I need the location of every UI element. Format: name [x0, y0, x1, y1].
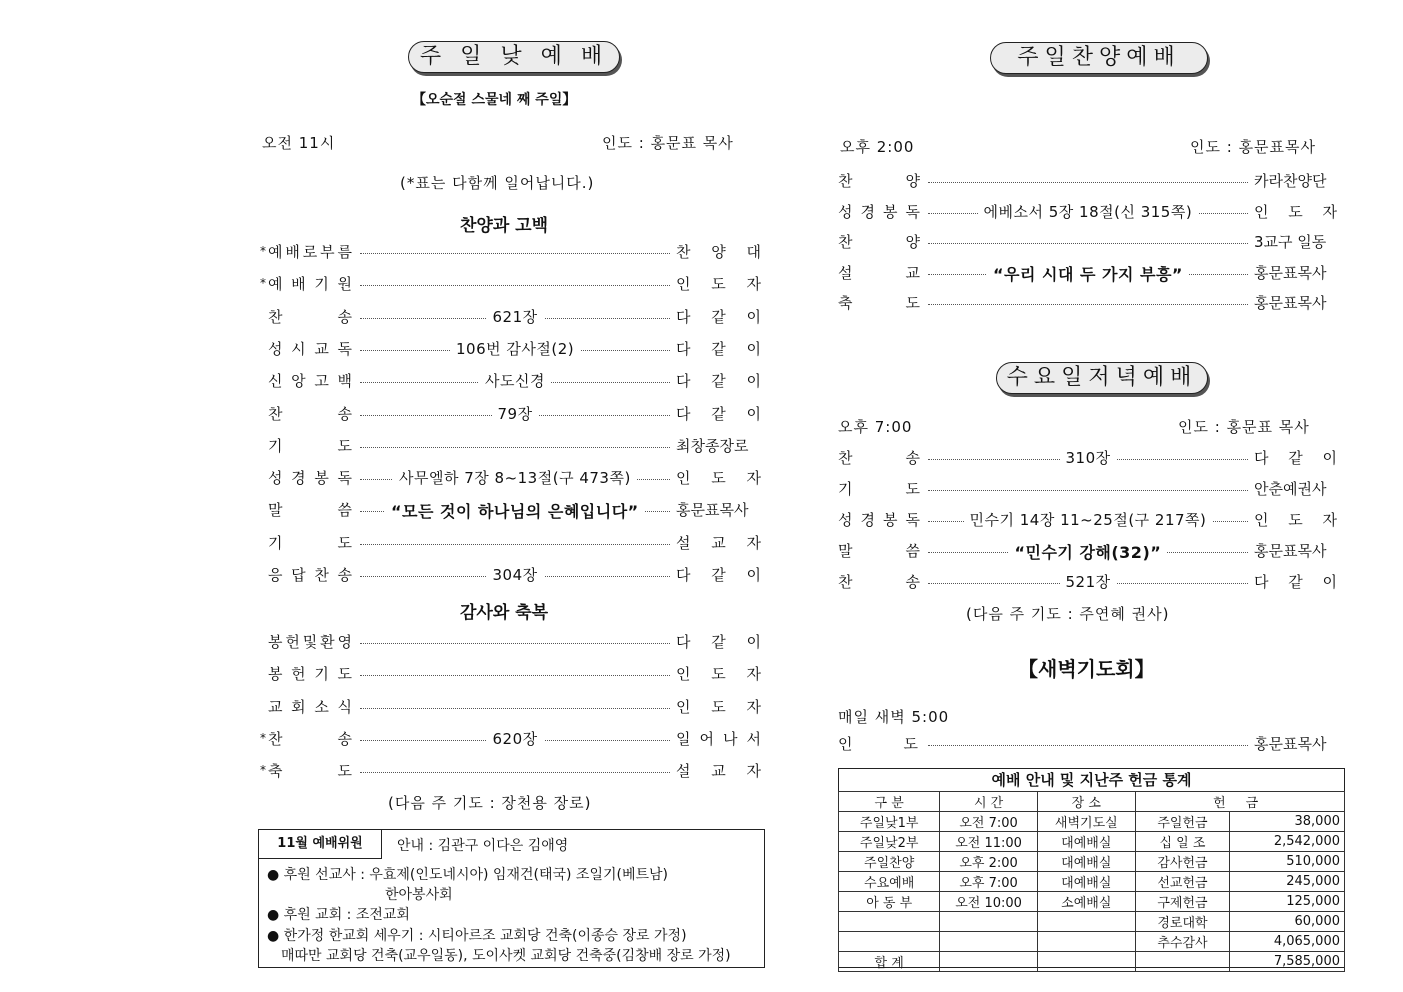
dawn-label: 인 도 — [838, 735, 918, 753]
order-detail: 310장 — [1060, 447, 1117, 468]
order-person: 일 어 나 서 — [676, 729, 761, 748]
stats-cell: 오전 10:00 — [940, 892, 1037, 912]
order-person: 인 도 자 — [676, 275, 761, 294]
stats-header-cell: 구 분 — [839, 792, 940, 812]
order-detail: “민수기 강해(32)” — [1009, 540, 1168, 563]
stats-cell — [1037, 932, 1135, 952]
stats-cell: 38,000 — [1230, 812, 1345, 832]
wednesday-service-leader: 인도 : 홍문표 목사 — [1178, 418, 1310, 436]
order-person: 다 같 이 — [1254, 573, 1337, 591]
stats-row — [839, 852, 1345, 872]
order-person: 홍문표목사 — [1254, 542, 1327, 560]
order-person: 다 같 이 — [676, 633, 761, 651]
order-row — [268, 306, 763, 328]
notice-box — [258, 829, 765, 968]
order-label: 찬 송 — [838, 449, 920, 467]
order-label: 찬 송 — [268, 307, 352, 326]
leader-dots — [928, 490, 1248, 491]
stats-header-cell: 헌 — [1135, 792, 1229, 812]
order-row — [260, 728, 763, 750]
notice-header-label: 11월 예배위원 — [259, 830, 382, 859]
leader-dots — [360, 285, 670, 286]
order-detail: 사도신경 — [479, 370, 551, 391]
stats-cell: 십 일 조 — [1135, 832, 1229, 852]
section-thanks-blessing: 감사와 축복 — [460, 603, 549, 623]
order-person: 다 같 이 — [676, 339, 761, 358]
next-week-prayer: (다음 주 기도 : 장천용 장로) — [388, 794, 592, 812]
order-label: 축 도 — [838, 294, 920, 312]
stats-cell: 아 동 부 — [839, 892, 940, 912]
stand-marker: * — [260, 763, 266, 778]
order-label: 기 도 — [838, 480, 920, 498]
leader-dots — [360, 643, 670, 644]
order-person: 다 같 이 — [676, 372, 761, 391]
stats-cell: 주일낮1부 — [839, 812, 940, 832]
order-detail: 민수기 14장 11~25절(구 217쪽) — [964, 509, 1213, 530]
church-planting-text-2: 매따만 교회당 건축(교우일동), 도이사켓 교회당 건축중(김창배 장로 가정) — [281, 948, 731, 964]
offering-stats-table — [838, 791, 1345, 972]
order-row — [268, 564, 763, 586]
stats-cell: 대예배실 — [1037, 872, 1135, 892]
order-row — [838, 292, 1338, 314]
stats-cell: 대예배실 — [1037, 852, 1135, 872]
order-label: 찬 송 — [268, 729, 352, 748]
order-label: 성 시 교 독 — [268, 339, 352, 358]
order-label: 응 답 찬 송 — [268, 566, 352, 584]
supported-church-text: 후원 교회 : 조전교회 — [283, 907, 410, 923]
order-row — [268, 696, 763, 718]
order-row — [268, 338, 763, 360]
notice-missionaries: ● 후원 선교사 : 우효제(인도네시아) 임재건(태국) 조일기(베트남) — [267, 867, 668, 883]
dawn-prayer-row — [838, 733, 1338, 755]
order-label: 기 도 — [268, 533, 352, 552]
order-person: 다 같 이 — [676, 566, 761, 584]
order-row — [838, 447, 1338, 469]
praise-service-leader: 인도 : 홍문표목사 — [1190, 138, 1317, 156]
stats-header-row — [839, 792, 1345, 812]
order-row — [268, 370, 763, 392]
order-row — [260, 760, 763, 782]
stats-cell — [1135, 952, 1229, 972]
order-person: 설 교 자 — [676, 533, 761, 552]
order-label: 축 도 — [268, 762, 352, 781]
order-person: 안춘예권사 — [1254, 480, 1327, 498]
dawn-leader: 홍문표목사 — [1254, 735, 1327, 753]
order-row — [268, 532, 763, 554]
dawn-prayer-title: 【새벽기도회】 — [1018, 657, 1155, 681]
stats-cell: 주일헌금 — [1135, 812, 1229, 832]
stats-cell: 7,585,000 — [1230, 952, 1345, 972]
order-row — [260, 273, 763, 295]
stats-cell: 오전 11:00 — [940, 832, 1037, 852]
praise-service-time: 오후 2:00 — [840, 138, 915, 156]
order-label: 성 경 봉 독 — [838, 511, 920, 529]
order-detail: 621장 — [487, 306, 544, 327]
order-person: 3교구 일동 — [1254, 233, 1327, 251]
stats-row — [839, 952, 1345, 972]
missionaries-text: 후원 선교사 : 우효제(인도네시아) 임재건(태국) 조일기(베트남) — [283, 867, 668, 883]
order-person: 인 도 자 — [1254, 511, 1337, 529]
stats-cell: 4,065,000 — [1230, 932, 1345, 952]
order-person: 찬 양 대 — [676, 243, 761, 261]
order-row — [838, 571, 1338, 593]
order-person: 인 도 자 — [676, 697, 761, 716]
stats-cell: 구제헌금 — [1135, 892, 1229, 912]
stand-marker: * — [260, 244, 266, 258]
order-row — [838, 540, 1338, 562]
order-label: 성 경 봉 독 — [838, 202, 920, 221]
missionaries-text-2: 한아봉사회 — [385, 887, 453, 903]
leader-dots — [928, 745, 1248, 746]
stats-cell — [839, 912, 940, 932]
order-person: 인 도 자 — [676, 665, 761, 684]
order-person: 인 도 자 — [676, 469, 761, 488]
stand-marker: * — [260, 730, 266, 745]
order-label: 찬 송 — [268, 404, 352, 423]
order-label: 찬 양 — [838, 172, 920, 190]
order-detail: 106번 감사절(2) — [450, 338, 580, 359]
service-subtitle: 【오순절 스물네 째 주일】 — [412, 92, 577, 108]
order-detail: 에베소서 5장 18절(신 315쪽) — [978, 201, 1199, 222]
church-planting-text: 한가정 한교회 세우기 : 시티아르조 교회당 건축(이종승 장로 가정) — [283, 928, 687, 944]
stats-row — [839, 832, 1345, 852]
order-label: 교 회 소 식 — [268, 697, 352, 716]
order-row — [838, 170, 1338, 192]
stats-cell — [940, 912, 1037, 932]
dawn-prayer-time: 매일 새벽 5:00 — [838, 708, 950, 726]
order-label: 찬 송 — [838, 573, 920, 591]
order-detail: 304장 — [487, 564, 544, 585]
stats-cell: 합 계 — [839, 952, 940, 972]
sunday-service-title: 주 일 낮 예 배 — [408, 41, 620, 73]
stats-cell: 오후 7:00 — [940, 872, 1037, 892]
stats-row — [839, 872, 1345, 892]
order-person: 홍문표목사 — [1254, 263, 1327, 282]
order-row — [838, 509, 1338, 531]
stats-row — [839, 812, 1345, 832]
service-time: 오전 11시 — [262, 134, 336, 152]
order-person: 다 같 이 — [1254, 449, 1337, 467]
stats-cell: 주일찬양 — [839, 852, 940, 872]
stats-cell — [940, 952, 1037, 972]
order-row — [268, 403, 763, 425]
stats-cell: 소예배실 — [1037, 892, 1135, 912]
stats-cell: 추수감사 — [1135, 932, 1229, 952]
section-praise-confession: 찬양과 고백 — [460, 216, 549, 236]
notice-supported-church: ● 후원 교회 : 조전교회 — [267, 907, 410, 923]
order-detail: 521장 — [1060, 571, 1117, 592]
order-detail: “우리 시대 두 가지 부흥” — [987, 262, 1189, 285]
leader-dots — [360, 253, 670, 254]
stats-cell: 수요예배 — [839, 872, 940, 892]
order-detail: 사무엘하 7장 8~13절(구 473쪽) — [393, 467, 637, 488]
order-row — [268, 467, 763, 489]
stats-cell — [940, 932, 1037, 952]
service-leader: 인도 : 홍문표 목사 — [602, 134, 734, 152]
stats-cell: 오후 2:00 — [940, 852, 1037, 872]
leader-dots — [360, 772, 670, 773]
order-label: 말 씀 — [838, 542, 920, 560]
order-row — [838, 201, 1338, 223]
leader-dots — [928, 243, 1248, 244]
order-label: 찬 양 — [838, 233, 920, 251]
stats-cell: 선교헌금 — [1135, 872, 1229, 892]
order-row — [268, 435, 763, 457]
praise-service-title: 주일찬양예배 — [990, 42, 1208, 74]
order-row — [260, 241, 763, 263]
order-detail: “모든 것이 하나님의 은혜입니다” — [385, 499, 645, 522]
order-row — [838, 478, 1338, 500]
stats-cell: 245,000 — [1230, 872, 1345, 892]
stats-cell: 2,542,000 — [1230, 832, 1345, 852]
wednesday-service-title: 수요일저녁예배 — [996, 362, 1208, 394]
stats-cell: 대예배실 — [1037, 832, 1135, 852]
leader-dots — [928, 182, 1248, 183]
stats-row — [839, 912, 1345, 932]
leader-dots — [360, 675, 670, 676]
order-person: 인 도 자 — [1254, 202, 1337, 221]
leader-dots — [360, 544, 670, 545]
stats-header-cell: 금 — [1230, 792, 1345, 812]
order-label: 예 배 로 부 름 — [268, 243, 352, 261]
stats-row — [839, 932, 1345, 952]
order-row — [268, 663, 763, 685]
order-person: 홍문표목사 — [1254, 294, 1327, 312]
order-label: 기 도 — [268, 436, 352, 455]
order-row — [268, 499, 763, 521]
leader-dots — [360, 708, 670, 709]
order-row — [838, 231, 1338, 253]
order-label: 봉 헌 기 도 — [268, 665, 352, 684]
order-label: 성 경 봉 독 — [268, 469, 352, 488]
stats-cell: 새벽기도실 — [1037, 812, 1135, 832]
stats-cell: 오전 7:00 — [940, 812, 1037, 832]
stats-header-cell: 시 간 — [940, 792, 1037, 812]
wednesday-service-time: 오후 7:00 — [838, 418, 913, 436]
stats-cell: 510,000 — [1230, 852, 1345, 872]
stats-cell: 60,000 — [1230, 912, 1345, 932]
order-row — [268, 631, 763, 653]
stats-cell — [1037, 952, 1135, 972]
order-person: 홍문표목사 — [676, 501, 749, 520]
order-detail: 79장 — [492, 403, 539, 424]
stats-cell — [839, 932, 940, 952]
order-label: 설 교 — [838, 263, 920, 282]
order-label: 말 씀 — [268, 501, 352, 520]
stats-header-cell: 장 소 — [1037, 792, 1135, 812]
stand-marker: * — [260, 276, 266, 291]
order-row — [838, 262, 1338, 284]
leader-dots — [928, 304, 1248, 305]
offering-stats-box — [838, 768, 1345, 971]
order-person: 카라찬양단 — [1254, 172, 1327, 190]
standing-note: (*표는 다함께 일어납니다.) — [400, 174, 595, 192]
order-detail: 620장 — [487, 728, 544, 749]
order-label: 신 앙 고 백 — [268, 372, 352, 391]
leader-dots — [360, 447, 670, 448]
stats-cell: 경로대학 — [1135, 912, 1229, 932]
order-person: 최창종장로 — [676, 436, 749, 455]
notice-header-ushers: 안내 : 김관구 이다은 김애영 — [397, 838, 569, 854]
stats-cell: 125,000 — [1230, 892, 1345, 912]
order-person: 다 같 이 — [676, 404, 761, 423]
order-label: 예 배 기 원 — [268, 275, 352, 294]
offering-stats-title: 예배 안내 및 지난주 헌금 통계 — [839, 769, 1344, 792]
stats-cell: 감사헌금 — [1135, 852, 1229, 872]
wednesday-next-prayer: (다음 주 기도 : 주연혜 권사) — [966, 605, 1170, 623]
order-label: 봉 헌 및 환 영 — [268, 633, 352, 651]
notice-church-planting: ● 한가정 한교회 세우기 : 시티아르조 교회당 건축(이종승 장로 가정) — [267, 928, 687, 944]
order-person: 설 교 자 — [676, 762, 761, 781]
stats-cell: 주일낮2부 — [839, 832, 940, 852]
stats-row — [839, 892, 1345, 912]
stats-cell — [1037, 912, 1135, 932]
order-person: 다 같 이 — [676, 307, 761, 326]
